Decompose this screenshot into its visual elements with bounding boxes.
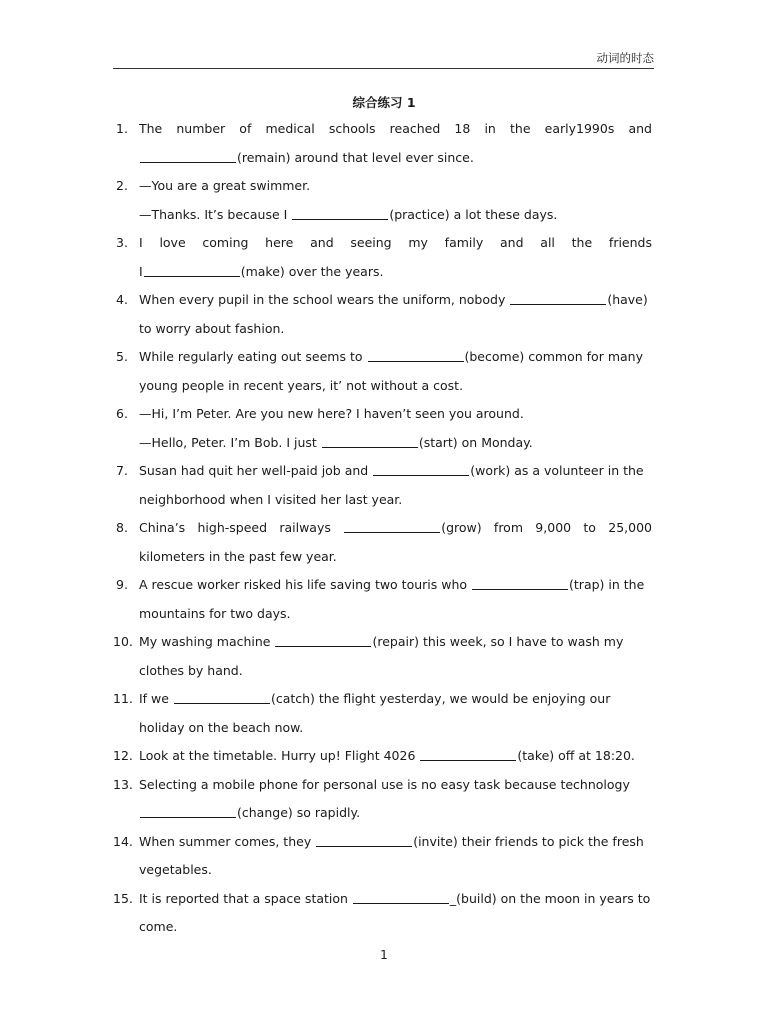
question-item: [113, 685, 652, 742]
question-number: 1.: [116, 121, 128, 136]
question-item: [113, 286, 652, 343]
answer-blank[interactable]: [140, 150, 236, 163]
answer-blank[interactable]: [353, 891, 449, 904]
header-divider: [113, 68, 654, 69]
question-line: —You are a great swimmer.: [139, 178, 311, 193]
answer-blank[interactable]: [510, 292, 606, 305]
question-line: While regularly eating out seems to (become) common for many: [139, 349, 643, 364]
question-line: to worry about fashion.: [139, 320, 285, 336]
question-item: [113, 514, 652, 571]
question-line: My washing machine (repair) this week, so I have to wash my: [139, 634, 624, 649]
question-number: 15.: [113, 890, 133, 906]
question-number: 8.: [116, 520, 128, 535]
question-line: mountains for two days.: [139, 605, 291, 621]
question-line: A rescue worker risked his life saving two touris who (trap) in the: [139, 577, 645, 592]
question-line: China’s high-speed railways (grow) from 9,000 to 25,000: [139, 520, 652, 535]
question-item: [113, 343, 652, 400]
page-number: 1: [380, 948, 388, 962]
question-line: I love coming here and seeing my family and all the friends: [139, 235, 652, 250]
question-line: When summer comes, they (invite) their friends to pick the fresh: [139, 833, 644, 849]
question-number: 10.: [113, 634, 133, 649]
question-number: 11.: [113, 691, 133, 706]
question-item: [113, 885, 652, 942]
question-line: —Thanks. It’s because I (practice) a lot these days.: [139, 206, 558, 222]
question-line: Susan had quit her well-paid job and (work) as a volunteer in the: [139, 463, 644, 478]
answer-blank[interactable]: [144, 264, 240, 277]
answer-blank[interactable]: [140, 805, 236, 818]
question-number: 2.: [116, 178, 128, 193]
question-line: (change) so rapidly.: [139, 799, 652, 828]
answer-blank[interactable]: [368, 349, 464, 362]
question-line: vegetables.: [139, 862, 212, 877]
running-header: 动词的时态: [596, 51, 654, 65]
question-line: The number of medical schools reached 18 in the early1990s and: [139, 121, 652, 136]
question-item: [113, 457, 652, 514]
question-number: 14.: [113, 833, 133, 849]
question-number: 5.: [116, 349, 128, 364]
question-line: neighborhood when I visited her last year.: [139, 491, 403, 507]
answer-blank[interactable]: [420, 748, 516, 761]
question-line: Look at the timetable. Hurry up! Flight 4026 (take) off at 18:20.: [139, 748, 635, 763]
answer-blank[interactable]: [174, 691, 270, 704]
question-item: [113, 229, 652, 286]
question-line: If we (catch) the flight yesterday, we would be enjoying our: [139, 691, 611, 706]
question-item: [113, 571, 652, 628]
question-item: [113, 400, 652, 457]
question-line: holiday on the beach now.: [139, 719, 304, 735]
question-number: 4.: [116, 292, 128, 307]
question-item: [113, 828, 652, 885]
question-line: kilometers in the past few year.: [139, 548, 337, 564]
question-number: 13.: [113, 776, 133, 792]
question-number: 7.: [116, 463, 128, 478]
question-item: [113, 172, 652, 229]
question-line: (remain) around that level ever since.: [139, 144, 652, 173]
answer-blank[interactable]: [292, 207, 388, 220]
question-line: clothes by hand.: [139, 662, 243, 678]
question-line: It is reported that a space station _(build) on the moon in years to: [139, 890, 651, 906]
question-line: I (make) over the years.: [139, 263, 384, 279]
question-line: —Hi, I’m Peter. Are you new here? I haven’t seen you around.: [139, 406, 524, 421]
question-number: 12.: [113, 748, 133, 763]
question-line: —Hello, Peter. I’m Bob. I just (start) on Monday.: [139, 434, 533, 450]
question-number: 6.: [116, 406, 128, 421]
answer-blank[interactable]: [373, 463, 469, 476]
question-number: 3.: [116, 235, 128, 250]
answer-blank[interactable]: [275, 634, 371, 647]
answer-blank[interactable]: [316, 834, 412, 847]
question-item: [113, 115, 652, 172]
question-line: come.: [139, 919, 178, 934]
answer-blank[interactable]: [344, 520, 440, 533]
answer-blank[interactable]: [322, 435, 418, 448]
question-number: 9.: [116, 577, 128, 592]
question-line: young people in recent years, it’ not without a cost.: [139, 377, 464, 393]
question-line: When every pupil in the school wears the uniform, nobody (have): [139, 292, 648, 307]
question-item: [113, 771, 652, 828]
question-item: [113, 742, 652, 771]
exercise-title: 综合练习 1: [352, 95, 416, 110]
answer-blank[interactable]: [472, 577, 568, 590]
question-list: [113, 115, 652, 942]
question-line: Selecting a mobile phone for personal use is no easy task because technology: [139, 776, 630, 792]
question-item: [113, 628, 652, 685]
